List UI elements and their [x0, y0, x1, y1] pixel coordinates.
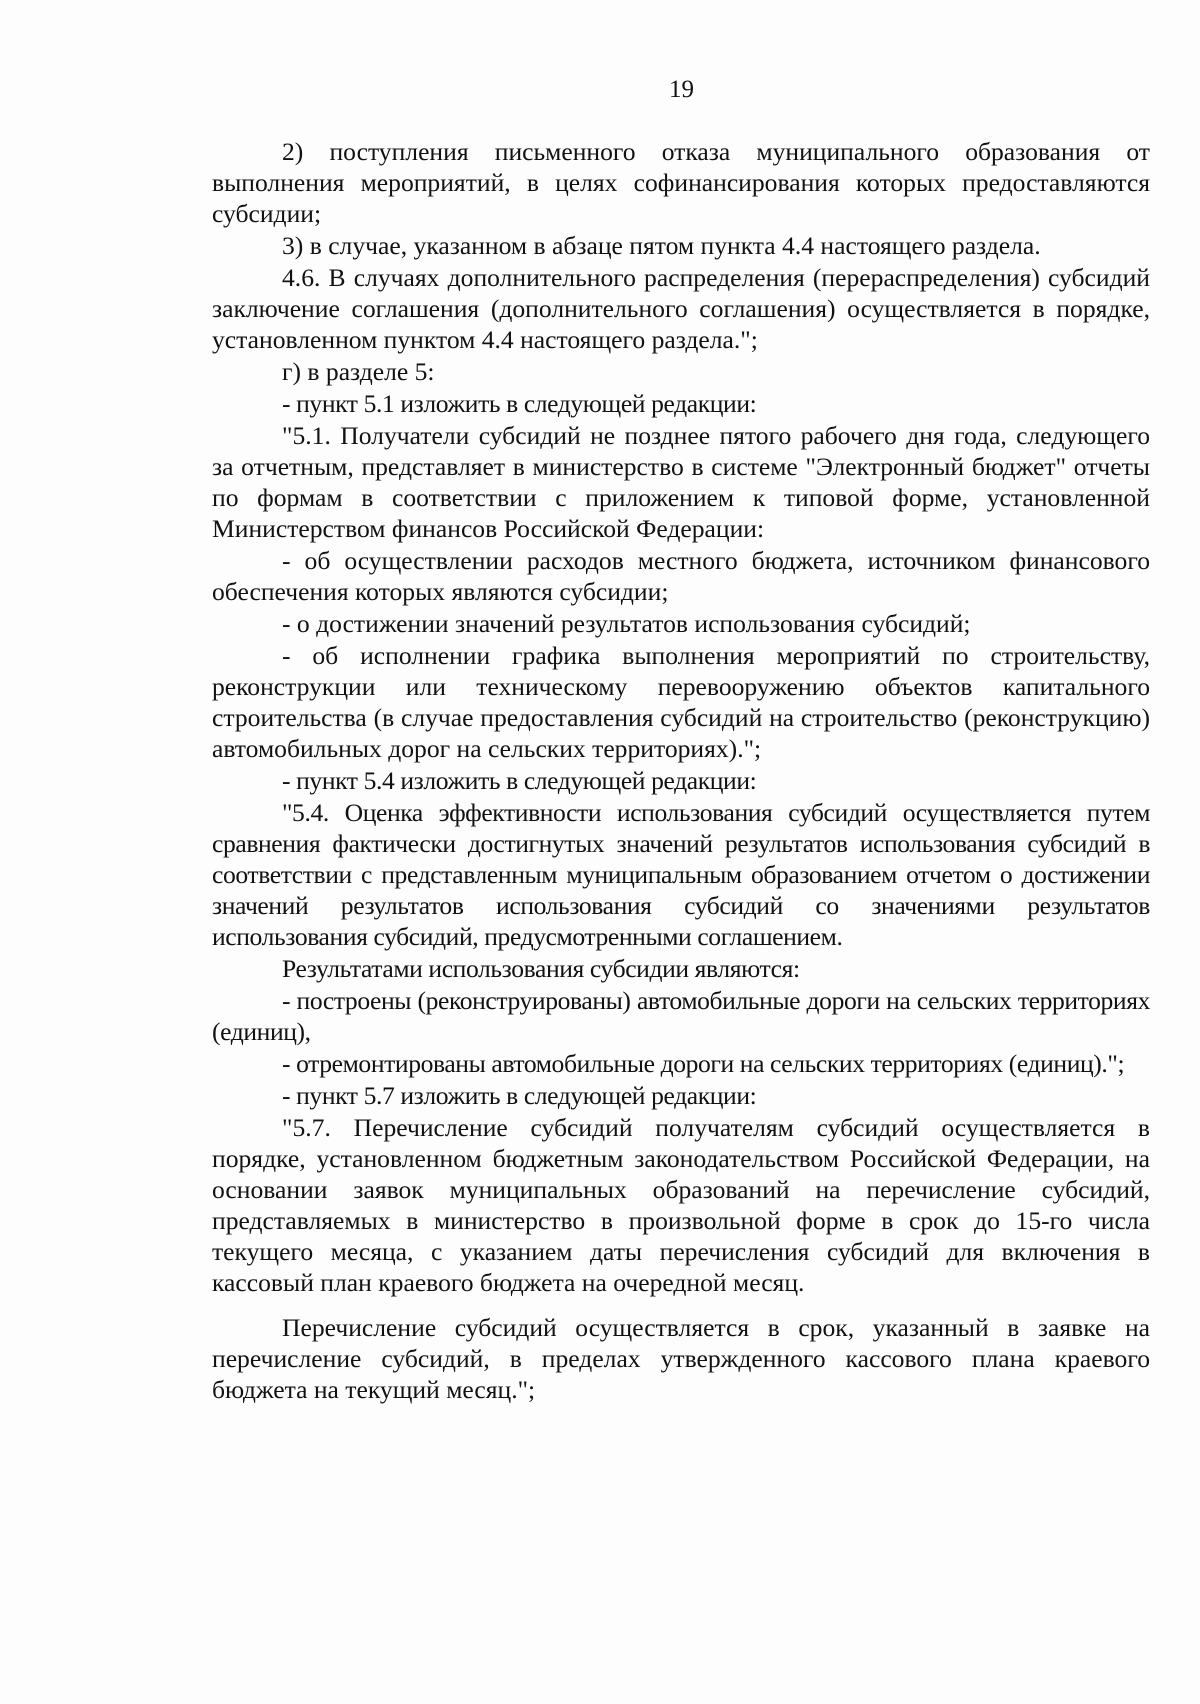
paragraph-point-5-1-header: - пункт 5.1 изложить в следующей редакции: [282, 389, 757, 418]
paragraph-section-5-intro: г) в разделе 5: [282, 357, 435, 386]
paragraph-5-7: "5.7. Перечисление субсидий получателям субсидий осуществляется в порядке, установленном бюджетным законодательством Российской Федерации, на основании заявок муниципальных образований на перечисление субсидий, представляемых в министерство в произвольной форме в срок до 15-го числа текущего месяца, с указанием даты перечисления субсидий для включения в кассовый план краевого бюджета на очередной месяц. [212, 1113, 1150, 1297]
paragraph-point-5-7-header: - пункт 5.7 изложить в следующей редакции: [282, 1081, 757, 1110]
paragraph-item-2: 2) поступления письменного отказа муниципального образования от выполнения мероприятий, в целях софинансирования которых предоставляются субсидии; [212, 137, 1150, 228]
paragraph-item-3: 3) в случае, указанном в абзаце пятом пункта 4.4 настоящего раздела. [282, 231, 1041, 260]
page-number: 19 [669, 76, 694, 103]
paragraph-point-5-4-header: - пункт 5.4 изложить в следующей редакции: [282, 766, 757, 795]
document-body [212, 136, 1150, 1406]
paragraph-report-schedule: - об исполнении графика выполнения мероприятий по строительству, реконструкции или техническому перевооружению объектов капитального строительства (в случае предоставления субсидий на строительство (реконструкцию) автомобильных дорог на сельских территориях)."; [212, 641, 1150, 763]
paragraph-5-1: "5.1. Получатели субсидий не позднее пятого рабочего дня года, следующего за отчетным, представляет в министерство в системе "Электронный бюджет" отчеты по формам в соответствии с приложением к типовой форме, установленной Министерством финансов Российской Федерации: [212, 421, 1150, 543]
paragraph-4-6: 4.6. В случаях дополнительного распределения (перераспределения) субсидий заключение соглашения (дополнительного соглашения) осуществляется в порядке, установленном пунктом 4.4 настоящего раздела."; [212, 263, 1150, 354]
paragraph-results-intro: Результатами использования субсидии являются: [282, 954, 800, 983]
paragraph-report-expenses: - об осуществлении расходов местного бюджета, источником финансового обеспечения которых являются субсидии; [212, 546, 1150, 606]
paragraph-result-built: - построены (реконструированы) автомобильные дороги на сельских территориях (единиц), [212, 986, 1150, 1046]
paragraph-5-4: "5.4. Оценка эффективности использования субсидий осуществляется путем сравнения фактически достигнутых значений результатов использования субсидий в соответствии с представленным муниципальным образованием отчетом о достижении значений результатов использования субсидий со значениями результатов использования субсидий, предусмотренными соглашением. [212, 798, 1150, 951]
paragraph-result-repaired: - отремонтированы автомобильные дороги на сельских территориях (единиц)."; [282, 1049, 1125, 1078]
paragraph-transfer-term: Перечисление субсидий осуществляется в срок, указанный в заявке на перечисление субсидий, в пределах утвержденного кассового плана краевого бюджета на текущий месяц."; [212, 1313, 1150, 1404]
paragraph-report-results: - о достижении значений результатов использования субсидий; [282, 609, 971, 638]
